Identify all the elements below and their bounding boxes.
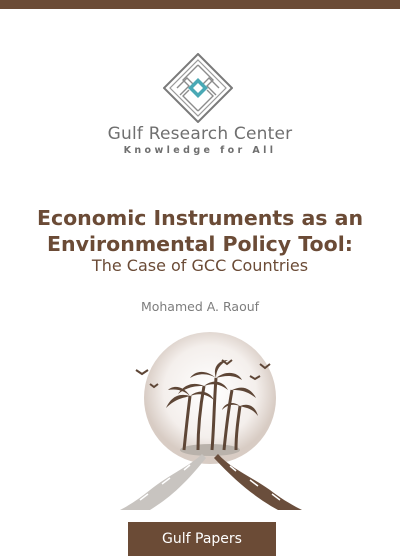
series-badge: Gulf Papers xyxy=(128,522,276,556)
organization-tagline: Knowledge for All xyxy=(123,145,277,156)
document-title xyxy=(0,205,400,257)
left-river xyxy=(120,454,206,510)
title-line-2: Environmental Policy Tool: xyxy=(47,232,353,256)
author-name: Mohamed A. Raouf xyxy=(140,299,260,314)
document-subtitle: The Case of GCC Countries xyxy=(91,256,309,275)
diamond-calligraphy-logo-icon xyxy=(163,53,233,123)
oasis-palm-illustration xyxy=(110,330,310,510)
island-ground xyxy=(180,444,240,456)
right-river xyxy=(214,454,302,510)
top-color-bar xyxy=(0,0,400,9)
title-line-1: Economic Instruments as an xyxy=(36,206,364,230)
organization-name: Gulf Research Center xyxy=(107,124,293,144)
